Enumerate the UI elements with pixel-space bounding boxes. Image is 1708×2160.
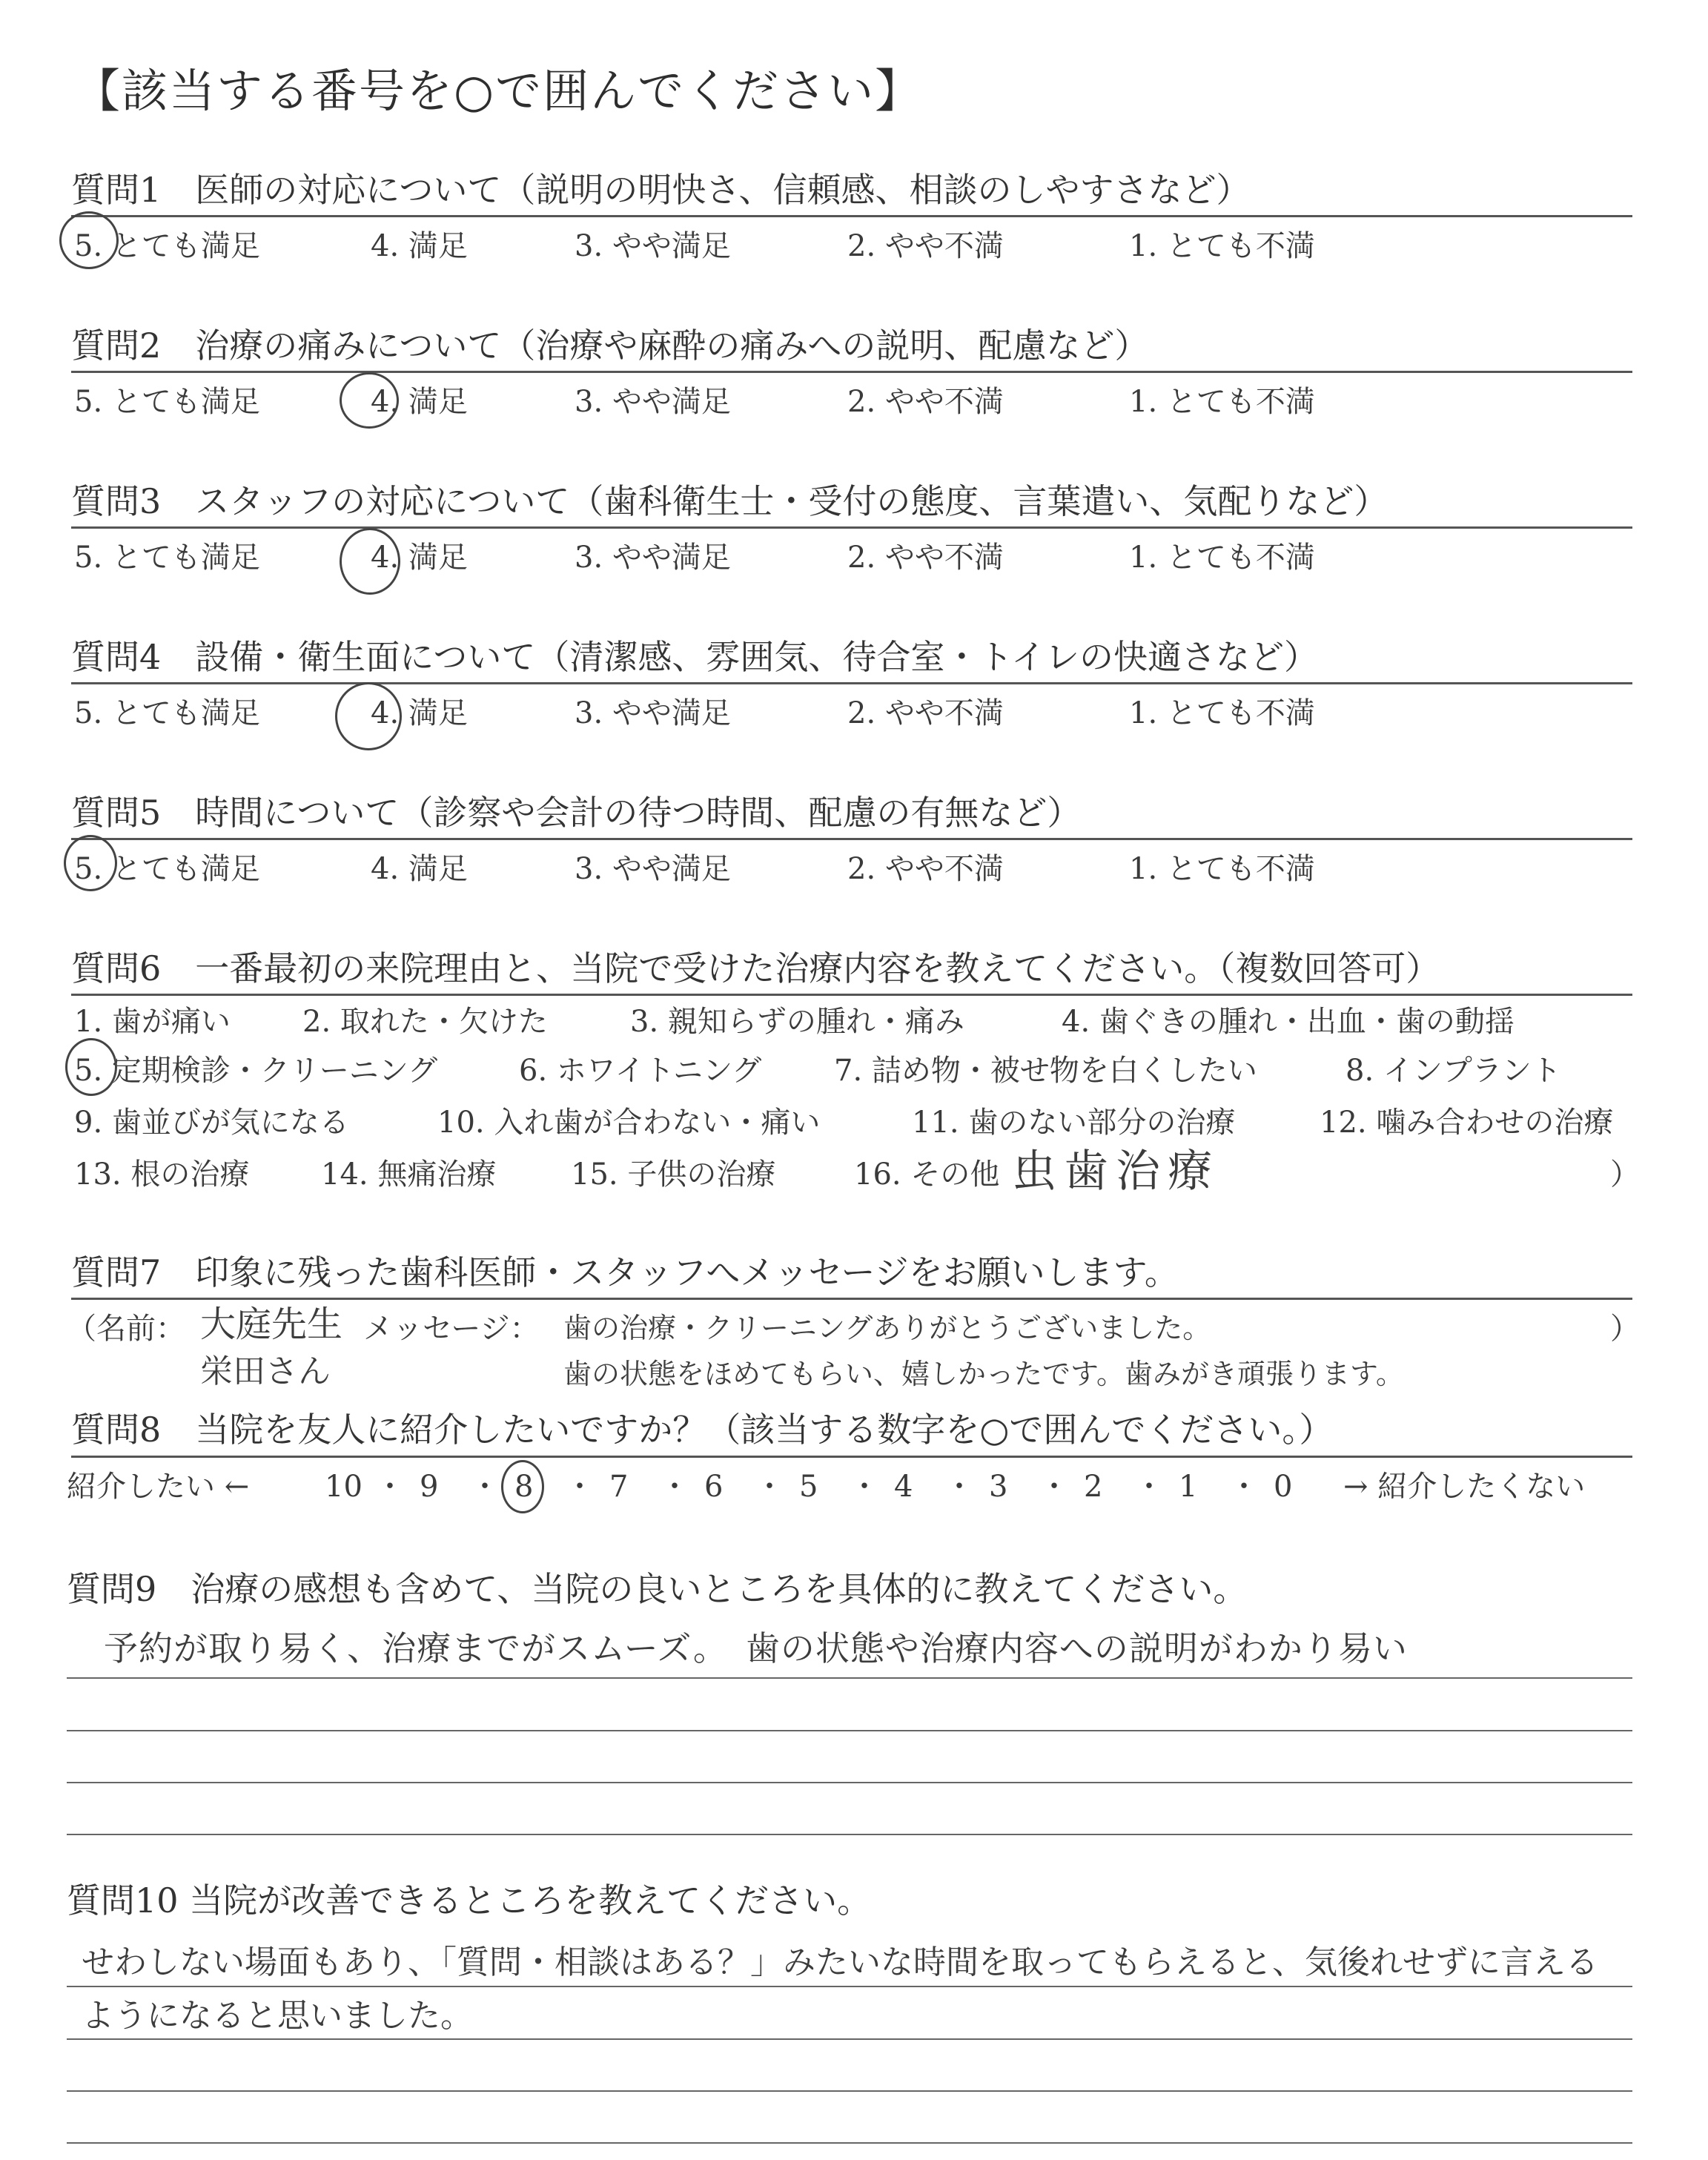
q10-answer-line-1: せわしない場面もあり、「質問・相談はある？」みたいな時間を取ってもらえると、気後れせずに言える [82, 1943, 1598, 1981]
q8-separator-dot: ・ [660, 1470, 689, 1504]
q7-close-paren: ） [1610, 1312, 1640, 1346]
q9-answer-line-2 [67, 1730, 1632, 1731]
q8-number-5[interactable]: 5 [799, 1470, 818, 1504]
q4-option-5[interactable]: 5. とても満足 [74, 696, 260, 730]
q3-option-4[interactable]: 4. 満足 [371, 541, 468, 575]
q2-option-2[interactable]: 2. やや不満 [847, 385, 1004, 419]
q5-option-2[interactable]: 2. やや不満 [847, 852, 1004, 886]
q8-right-label: → 紹介したくない [1343, 1470, 1586, 1504]
q1-option-4[interactable]: 4. 満足 [371, 229, 468, 263]
q2-option-5[interactable]: 5. とても満足 [74, 385, 260, 419]
question-4-rule [71, 682, 1632, 684]
question-8-rule [71, 1456, 1632, 1458]
q10-answer-line-3-rule [67, 2090, 1632, 2092]
q1-option-3[interactable]: 3. やや満足 [575, 229, 731, 263]
q2-selection-circle [340, 372, 399, 429]
q6-option-7[interactable]: 7. 詰め物・被せ物を白くしたい [834, 1054, 1257, 1088]
q10-answer-line-1-rule [67, 1986, 1632, 1987]
question-5-rule [71, 838, 1632, 840]
q8-number-1[interactable]: 1 [1179, 1470, 1198, 1504]
question-6-rule [71, 994, 1632, 996]
q9-answer-line-3 [67, 1782, 1632, 1783]
q6-option-4[interactable]: 4. 歯ぐきの腫れ・出血・歯の動揺 [1062, 1005, 1515, 1039]
q6-option-3[interactable]: 3. 親知らずの腫れ・痛み [630, 1005, 964, 1039]
q10-answer-line-2: ようになると思いました。 [82, 1997, 473, 2035]
q6-option-15[interactable]: 15. 子供の治療 [571, 1157, 776, 1192]
q10-answer-line-2-rule [67, 2038, 1632, 2040]
q7-message-line-2: 歯の状態をほめてもらい、嬉しかったです。歯みがき頑張ります。 [563, 1358, 1404, 1390]
q6-close-paren: ） [1610, 1157, 1640, 1192]
q9-answer-line-4 [67, 1834, 1632, 1835]
q8-number-3[interactable]: 3 [989, 1470, 1008, 1504]
question-1-rule [71, 215, 1632, 217]
q7-message-line-1: 歯の治療・クリーニングありがとうございました。 [563, 1312, 1211, 1344]
q8-number-2[interactable]: 2 [1084, 1470, 1103, 1504]
q6-option-2[interactable]: 2. 取れた・欠けた [302, 1005, 548, 1039]
question-4: 質問4 設備・衛生面について（清潔感、雰囲気、待合室・トイレの快適さなど） [71, 637, 1319, 677]
q2-option-3[interactable]: 3. やや満足 [575, 385, 731, 419]
q8-number-6[interactable]: 6 [704, 1470, 724, 1504]
q6-option-5[interactable]: 5. 定期検診・クリーニング [74, 1054, 438, 1088]
q6-other-handwritten: 虫歯治療 [1012, 1146, 1219, 1198]
q7-name-1: 大庭先生 [200, 1304, 343, 1345]
q3-option-3[interactable]: 3. やや満足 [575, 541, 731, 575]
question-1: 質問1 医師の対応について（説明の明快さ、信頼感、相談のしやすさなど） [71, 170, 1251, 210]
q4-option-2[interactable]: 2. やや不満 [847, 696, 1004, 730]
question-9: 質問9 治療の感想も含めて、当院の良いところを具体的に教えてください。 [67, 1569, 1248, 1609]
question-10: 質問10 当院が改善できるところを教えてください。 [67, 1880, 872, 1920]
q6-option-10[interactable]: 10. 入れ歯が合わない・痛い [437, 1106, 821, 1140]
q6-option-12[interactable]: 12. 噛み合わせの治療 [1320, 1106, 1614, 1140]
q2-option-1[interactable]: 1. とても不満 [1129, 385, 1315, 419]
q3-option-5[interactable]: 5. とても満足 [74, 541, 260, 575]
q5-option-1[interactable]: 1. とても不満 [1129, 852, 1315, 886]
question-7: 質問7 印象に残った歯科医師・スタッフへメッセージをお願いします。 [71, 1252, 1179, 1292]
question-5: 質問5 時間について（診察や会計の待つ時間、配慮の有無など） [71, 793, 1082, 833]
question-2: 質問2 治療の痛みについて（治療や麻酔の痛みへの説明、配慮など） [71, 326, 1149, 366]
q4-option-3[interactable]: 3. やや満足 [575, 696, 731, 730]
q6-option-14[interactable]: 14. 無痛治療 [321, 1157, 497, 1192]
q6-option-1[interactable]: 1. 歯が痛い [74, 1005, 231, 1039]
q7-message-label: メッセージ： [363, 1312, 540, 1346]
q5-option-4[interactable]: 4. 満足 [371, 852, 468, 886]
q8-separator-dot: ・ [1039, 1470, 1069, 1504]
q6-option-16[interactable]: 16. その他（ [854, 1157, 1030, 1192]
q8-number-9[interactable]: 9 [420, 1470, 439, 1504]
page-title: 【該当する番号を○で囲んでください】 [74, 64, 923, 118]
q8-separator-dot: ・ [1229, 1470, 1259, 1504]
q8-separator-dot: ・ [944, 1470, 974, 1504]
q1-option-1[interactable]: 1. とても不満 [1129, 229, 1315, 263]
q8-separator-dot: ・ [755, 1470, 784, 1504]
q8-number-10[interactable]: 10 [325, 1470, 363, 1504]
question-6: 質問6 一番最初の来院理由と、当院で受けた治療内容を教えてください。（複数回答可） [71, 948, 1440, 988]
question-2-rule [71, 371, 1632, 373]
q8-separator-dot: ・ [375, 1470, 405, 1504]
q9-answer-line-1 [67, 1677, 1632, 1679]
q3-option-1[interactable]: 1. とても不満 [1129, 541, 1315, 575]
q10-answer-line-4-rule [67, 2142, 1632, 2144]
q9-answer: 予約が取り易く、治療までがスムーズ。 歯の状態や治療内容への説明がわかり易い [104, 1628, 1408, 1668]
q6-option-9[interactable]: 9. 歯並びが気になる [74, 1106, 349, 1140]
question-3: 質問3 スタッフの対応について（歯科衛生士・受付の態度、言葉遣い、気配りなど） [71, 481, 1388, 521]
q1-option-2[interactable]: 2. やや不満 [847, 229, 1004, 263]
q1-selection-circle [59, 211, 119, 269]
q6-option-6[interactable]: 6. ホワイトニング [519, 1054, 762, 1088]
q8-number-7[interactable]: 7 [609, 1470, 629, 1504]
q4-option-4[interactable]: 4. 満足 [371, 696, 468, 730]
question-7-rule [71, 1298, 1632, 1300]
q7-name-2: 栄田さん [200, 1353, 331, 1390]
q8-separator-dot: ・ [565, 1470, 595, 1504]
q7-name-label: （名前： [67, 1312, 185, 1346]
q8-left-label: 紹介したい ← [67, 1470, 250, 1504]
q1-option-5[interactable]: 5. とても満足 [74, 229, 260, 263]
q2-option-4[interactable]: 4. 満足 [371, 385, 468, 419]
q8-separator-dot: ・ [470, 1470, 500, 1504]
q5-option-5[interactable]: 5. とても満足 [74, 852, 260, 886]
q8-number-0[interactable]: 0 [1274, 1470, 1293, 1504]
q8-separator-dot: ・ [850, 1470, 879, 1504]
q8-selection-circle [501, 1460, 544, 1513]
q6-option-11[interactable]: 11. 歯のない部分の治療 [912, 1106, 1236, 1140]
q4-selection-circle [335, 682, 402, 750]
q4-option-1[interactable]: 1. とても不満 [1129, 696, 1315, 730]
question-8: 質問8 当院を友人に紹介したいですか？（該当する数字を○で囲んでください。） [71, 1410, 1334, 1450]
q3-selection-circle [340, 528, 400, 595]
q6-option-13[interactable]: 13. 根の治療 [74, 1157, 250, 1192]
q8-number-8[interactable]: 8 [514, 1470, 534, 1504]
question-3-rule [71, 526, 1632, 529]
q5-selection-circle [64, 835, 117, 891]
q6-selection-circle [65, 1038, 117, 1096]
q5-option-3[interactable]: 3. やや満足 [575, 852, 731, 886]
q6-option-8[interactable]: 8. インプラント [1345, 1054, 1561, 1088]
q8-number-4[interactable]: 4 [894, 1470, 913, 1504]
q3-option-2[interactable]: 2. やや不満 [847, 541, 1004, 575]
q8-separator-dot: ・ [1134, 1470, 1164, 1504]
